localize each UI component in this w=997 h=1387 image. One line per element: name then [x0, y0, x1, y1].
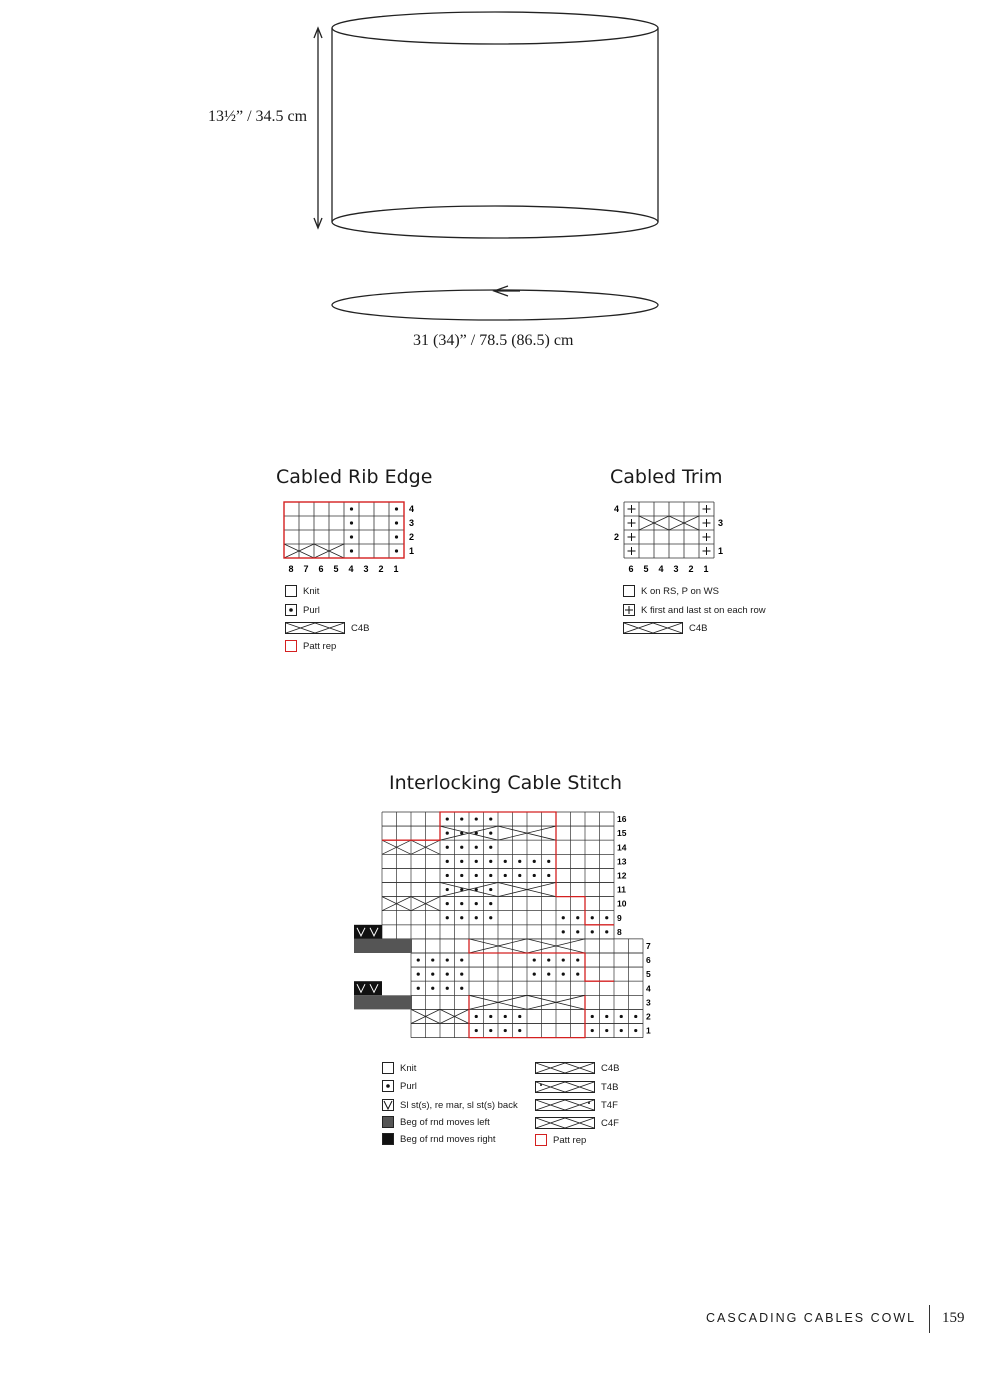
col-number: 5 — [333, 564, 339, 574]
inter-legend-patt-rep: Patt rep — [535, 1134, 586, 1146]
purl-dot — [533, 874, 536, 877]
patt-rep-symbol-icon — [285, 640, 297, 652]
purl-dot — [605, 1029, 608, 1032]
purl-dot — [350, 521, 353, 524]
row-number: 3 — [409, 518, 415, 528]
footer-title: CASCADING CABLES COWL — [706, 1311, 917, 1325]
height-label: 13½” / 34.5 cm — [208, 108, 308, 125]
row-number: 1 — [646, 1025, 651, 1036]
inter-legend-slip: Sl st(s), re mar, sl st(s) back — [382, 1099, 518, 1111]
footer-divider — [929, 1305, 930, 1333]
purl-dot — [446, 958, 449, 961]
purl-dot — [417, 958, 420, 961]
purl-dot — [489, 888, 492, 891]
purl-dot — [417, 973, 420, 976]
col-number: 3 — [363, 564, 369, 574]
purl-dot — [576, 916, 579, 919]
k-on-rs-symbol-icon — [623, 585, 635, 597]
purl-dot — [475, 1015, 478, 1018]
col-number: 1 — [703, 564, 709, 574]
plus-mark — [703, 533, 711, 541]
purl-dot — [620, 1015, 623, 1018]
purl-dot — [562, 930, 565, 933]
purl-dot — [634, 1029, 637, 1032]
c4f-symbol-icon — [535, 1117, 595, 1129]
purl-dot — [576, 958, 579, 961]
rib-legend-purl: Purl — [285, 604, 320, 616]
col-number: 4 — [348, 564, 354, 574]
purl-dot — [460, 987, 463, 990]
purl-dot — [547, 958, 550, 961]
trim-legend-edge: K first and last st on each row — [623, 604, 766, 616]
trim-legend-c4b: C4B — [623, 622, 707, 634]
cylinder-bottom-arc-back — [332, 206, 658, 222]
beg-rnd-right-block — [354, 981, 382, 995]
purl-dot — [431, 958, 434, 961]
purl-dot — [460, 902, 463, 905]
purl-dot — [533, 958, 536, 961]
inter-legend-t4f: T4F — [535, 1099, 618, 1111]
purl-dot — [533, 973, 536, 976]
circumference-ellipse — [332, 290, 658, 320]
row-number: 1 — [718, 546, 724, 556]
circumference-arrow-icon — [494, 286, 520, 296]
purl-dot — [518, 1029, 521, 1032]
slip-symbol-icon — [382, 1099, 394, 1111]
inter-legend-c4f: C4F — [535, 1117, 619, 1129]
purl-dot — [547, 860, 550, 863]
col-number: 7 — [303, 564, 309, 574]
purl-dot — [562, 958, 565, 961]
row-number: 2 — [409, 532, 415, 542]
purl-dot — [591, 916, 594, 919]
row-number: 6 — [646, 955, 651, 966]
purl-dot — [417, 987, 420, 990]
col-number: 5 — [643, 564, 649, 574]
row-number: 16 — [617, 814, 627, 825]
row-number: 8 — [617, 926, 622, 937]
purl-dot — [591, 1015, 594, 1018]
beg-rnd-left-block — [354, 995, 412, 1009]
purl-dot — [446, 888, 449, 891]
row-number: 13 — [617, 856, 627, 867]
trim-chart — [610, 498, 730, 578]
knit-symbol-icon — [382, 1062, 394, 1074]
col-number: 2 — [378, 564, 384, 574]
purl-dot — [446, 916, 449, 919]
purl-dot — [489, 860, 492, 863]
col-number: 3 — [673, 564, 679, 574]
interlocking-chart — [350, 808, 651, 1040]
col-number: 6 — [318, 564, 324, 574]
purl-dot — [350, 507, 353, 510]
row-number: 7 — [646, 940, 651, 951]
purl-dot — [446, 902, 449, 905]
purl-dot — [562, 973, 565, 976]
page-number: 159 — [942, 1310, 965, 1326]
purl-dot — [475, 916, 478, 919]
purl-dot — [475, 1029, 478, 1032]
purl-dot — [605, 930, 608, 933]
purl-dot — [562, 916, 565, 919]
purl-dot — [446, 860, 449, 863]
purl-dot — [446, 846, 449, 849]
purl-dot — [350, 549, 353, 552]
purl-dot — [634, 1015, 637, 1018]
t4f-symbol-icon — [535, 1099, 595, 1111]
purl-symbol-icon — [285, 604, 297, 616]
plus-mark — [628, 505, 636, 513]
purl-dot — [446, 987, 449, 990]
row-number: 9 — [617, 912, 622, 923]
purl-dot — [547, 874, 550, 877]
row-number: 15 — [617, 828, 627, 839]
purl-dot — [475, 902, 478, 905]
purl-dot — [475, 846, 478, 849]
purl-dot — [504, 1015, 507, 1018]
row-number: 12 — [617, 870, 627, 881]
knit-symbol-icon — [285, 585, 297, 597]
purl-dot — [350, 535, 353, 538]
rib-legend-c4b: C4B — [285, 622, 369, 634]
purl-dot — [591, 930, 594, 933]
row-number: 10 — [617, 898, 627, 909]
purl-dot — [460, 874, 463, 877]
cylinder-bottom-arc — [332, 222, 658, 238]
purl-dot — [489, 817, 492, 820]
row-number: 4 — [646, 983, 651, 994]
plus-mark — [703, 547, 711, 555]
row-number: 11 — [617, 884, 626, 895]
purl-dot — [460, 846, 463, 849]
inter-legend-t4b: T4B — [535, 1081, 618, 1093]
purl-dot — [446, 973, 449, 976]
row-number: 4 — [614, 504, 620, 514]
row-number: 4 — [409, 504, 415, 514]
purl-dot — [576, 973, 579, 976]
c4b-symbol-icon — [623, 622, 683, 634]
col-number: 4 — [658, 564, 664, 574]
purl-dot — [489, 1015, 492, 1018]
purl-dot — [489, 874, 492, 877]
purl-dot — [576, 930, 579, 933]
dark-gray-square-icon — [382, 1116, 394, 1128]
rib-edge-chart — [280, 498, 420, 578]
interlocking-title: Interlocking Cable Stitch — [389, 772, 623, 794]
purl-dot — [518, 1015, 521, 1018]
purl-dot — [605, 916, 608, 919]
purl-dot — [475, 860, 478, 863]
patt-rep-symbol-icon — [535, 1134, 547, 1146]
col-number: 6 — [628, 564, 634, 574]
purl-dot — [591, 1029, 594, 1032]
col-number: 2 — [688, 564, 694, 574]
purl-dot — [460, 973, 463, 976]
purl-dot — [395, 521, 398, 524]
plus-mark — [703, 505, 711, 513]
purl-dot — [395, 535, 398, 538]
purl-dot — [533, 860, 536, 863]
purl-dot — [460, 958, 463, 961]
purl-dot — [489, 902, 492, 905]
purl-dot — [620, 1029, 623, 1032]
purl-dot — [518, 874, 521, 877]
cylinder-top-ellipse — [332, 12, 658, 44]
purl-dot — [489, 1029, 492, 1032]
col-number: 8 — [288, 564, 294, 574]
purl-dot — [475, 817, 478, 820]
purl-dot — [431, 987, 434, 990]
t4b-symbol-icon — [535, 1081, 595, 1093]
plus-symbol-icon — [623, 604, 635, 616]
purl-dot — [446, 832, 449, 835]
purl-dot — [395, 507, 398, 510]
c4b-symbol-icon — [535, 1062, 595, 1074]
trim-title: Cabled Trim — [610, 466, 723, 488]
plus-mark — [628, 547, 636, 555]
purl-dot — [605, 1015, 608, 1018]
row-number: 5 — [646, 969, 651, 980]
purl-dot — [460, 817, 463, 820]
rib-legend-knit: Knit — [285, 585, 319, 597]
inter-legend-purl: Purl — [382, 1080, 417, 1092]
row-number: 1 — [409, 546, 415, 556]
inter-legend-moves-left: Beg of rnd moves left — [382, 1116, 490, 1128]
purl-dot — [446, 817, 449, 820]
row-number: 3 — [646, 997, 651, 1008]
trim-legend-knit: K on RS, P on WS — [623, 585, 719, 597]
purl-symbol-icon — [382, 1080, 394, 1092]
purl-dot — [489, 832, 492, 835]
beg-rnd-right-block — [354, 925, 382, 939]
inter-legend-knit: Knit — [382, 1062, 416, 1074]
purl-dot — [460, 916, 463, 919]
col-number: 1 — [393, 564, 399, 574]
cowl-schematic — [300, 0, 680, 340]
c4b-symbol-icon — [285, 622, 345, 634]
plus-mark — [703, 519, 711, 527]
purl-dot — [395, 549, 398, 552]
purl-dot — [489, 916, 492, 919]
row-number: 2 — [614, 532, 620, 542]
purl-dot — [446, 874, 449, 877]
purl-dot — [518, 860, 521, 863]
row-number: 14 — [617, 842, 627, 853]
rib-edge-title: Cabled Rib Edge — [276, 466, 433, 488]
purl-dot — [504, 860, 507, 863]
row-number: 3 — [718, 518, 724, 528]
purl-dot — [547, 973, 550, 976]
inter-legend-c4b: C4B — [535, 1062, 619, 1074]
purl-dot — [475, 874, 478, 877]
plus-mark — [628, 519, 636, 527]
row-number: 2 — [646, 1011, 651, 1022]
purl-dot — [431, 973, 434, 976]
plus-mark — [628, 533, 636, 541]
purl-dot — [460, 860, 463, 863]
inter-legend-moves-right: Beg of rnd moves right — [382, 1133, 496, 1145]
beg-rnd-left-block — [354, 939, 412, 953]
circumference-label: 31 (34)” / 78.5 (86.5) cm — [413, 332, 574, 349]
purl-dot — [504, 1029, 507, 1032]
black-square-icon — [382, 1133, 394, 1145]
purl-dot — [504, 874, 507, 877]
rib-legend-patt-rep: Patt rep — [285, 640, 336, 652]
purl-dot — [489, 846, 492, 849]
